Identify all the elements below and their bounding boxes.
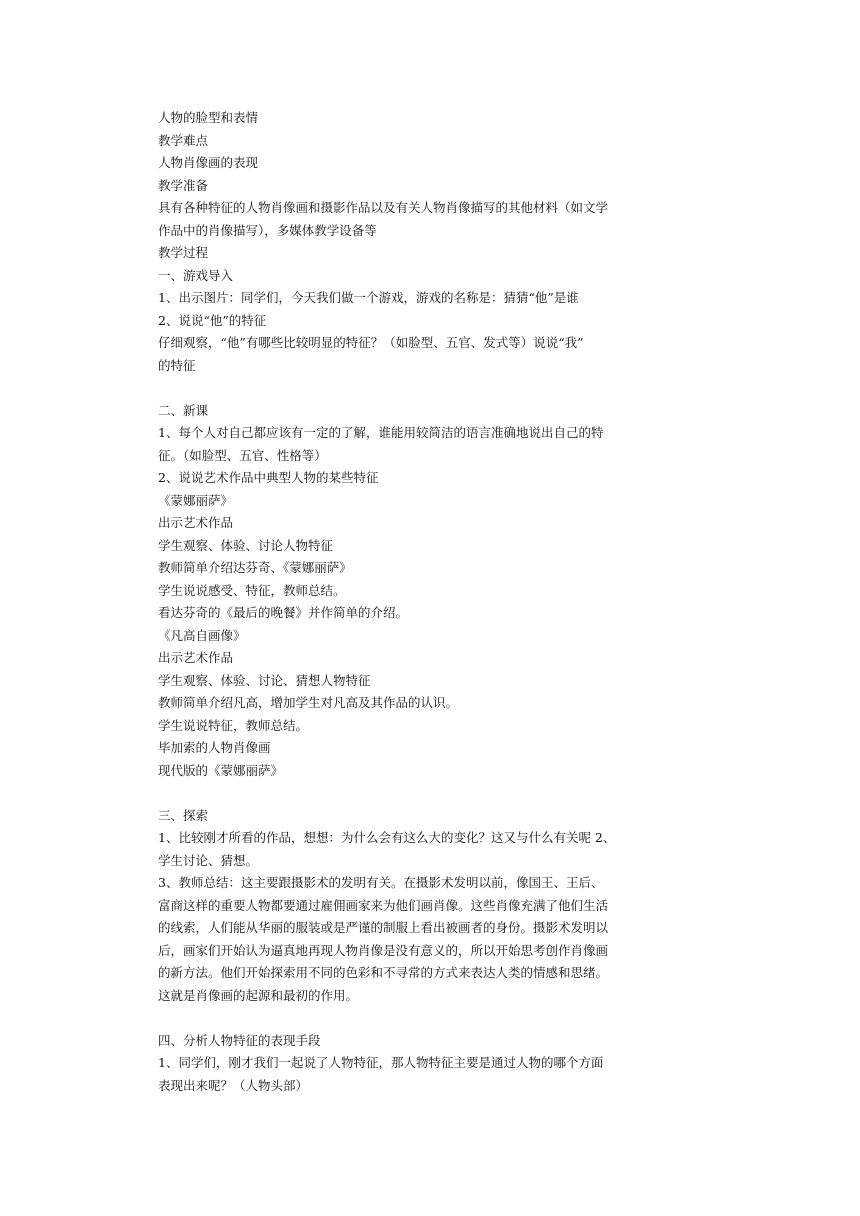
text-line: 富商这样的重要人物都要通过雇佣画家来为他们画肖像。这些肖像充满了他们生活 xyxy=(158,897,609,913)
document-page xyxy=(158,107,638,1097)
text-line: 人物肖像画的表现 xyxy=(158,155,259,170)
blank-line xyxy=(158,1007,638,1030)
text-line: 学生观察、体验、讨论、猜想人物特征 xyxy=(158,672,371,688)
text-line: 人物的脸型和表情 xyxy=(158,110,259,125)
text-line: 学生观察、体验、讨论人物特征 xyxy=(158,537,334,553)
text-line: 1、比较刚才所看的作品，想想：为什么会有这么大的变化？这又与什么有关呢 2、 xyxy=(158,830,616,845)
section-heading: 教学准备 xyxy=(158,177,209,193)
text-line: 教师简单介绍凡高，增加学生对凡高及其作品的认识。 xyxy=(158,695,459,710)
text-line: 作品中的肖像描写），多媒体教学设备等 xyxy=(158,222,377,238)
artwork-title: 《凡高自画像》 xyxy=(158,627,246,643)
section-heading: 四、分析人物特征的表现手段 xyxy=(158,1032,321,1048)
text-line: 征。（如脸型、五官、性格等） xyxy=(158,447,327,463)
text-line: 现代版的《蒙娜丽萨》 xyxy=(158,762,284,778)
text-line: 仔细观察，“他”有哪些比较明显的特征？（如脸型、五官、发式等）说说“我” xyxy=(158,335,584,350)
section-heading: 教学难点 xyxy=(158,132,209,148)
text-line: 出示艺术作品 xyxy=(158,650,234,665)
text-line: 1、同学们，刚才我们一起说了人物特征，那人物特征主要是通过人物的哪个方面 xyxy=(158,1055,604,1070)
text-line: 这就是肖像画的起源和最初的作用。 xyxy=(158,987,359,1003)
text-line: 后，画家们开始认为逼真地再现人物肖像是没有意义的，所以开始思考创作肖像画 xyxy=(158,942,609,958)
blank-line xyxy=(158,377,638,400)
text-line: 出示艺术作品 xyxy=(158,515,234,530)
section-heading: 教学过程 xyxy=(158,245,209,260)
text-line: 表现出来呢？（人物头部） xyxy=(158,1077,309,1093)
text-line: 2、说说艺术作品中典型人物的某些特征 xyxy=(158,470,379,485)
section-heading: 一、游戏导入 xyxy=(158,267,234,283)
text-line: 1、每个人对自己都应该有一定的了解，谁能用较简洁的语言准确地说出自己的特 xyxy=(158,425,604,440)
section-heading: 二、新课 xyxy=(158,402,209,418)
text-line: 学生说说感受、特征，教师总结。 xyxy=(158,582,346,598)
text-line: 的新方法。他们开始探索用不同的色彩和不寻常的方式来表达人类的情感和思绪。 xyxy=(158,965,609,980)
text-line: 1、出示图片：同学们，今天我们做一个游戏，游戏的名称是：猜猜“他”是谁 xyxy=(158,290,579,305)
text-line: 的线索，人们能从华丽的服装或是严谨的制服上看出被画者的身份。摄影术发明以 xyxy=(158,920,609,935)
artwork-title: 《蒙娜丽萨》 xyxy=(158,492,234,508)
text-line: 看达芬奇的《最后的晚餐》并作简单的介绍。 xyxy=(158,605,409,620)
blank-line xyxy=(158,782,638,805)
text-line: 教师简单介绍达芬奇、《蒙娜丽萨》 xyxy=(158,560,352,575)
text-line: 学生讨论、猜想。 xyxy=(158,852,259,868)
text-line: 2、说说“他”的特征 xyxy=(158,312,267,328)
section-heading: 三、探索 xyxy=(158,807,209,823)
text-line: 具有各种特征的人物肖像画和摄影作品以及有关人物肖像描写的其他材料（如文学 xyxy=(158,200,609,215)
text-line: 3、教师总结：这主要跟摄影术的发明有关。在摄影术发明以前，像国王、王后、 xyxy=(158,875,604,890)
text-line: 学生说说特征，教师总结。 xyxy=(158,717,309,733)
text-line: 毕加索的人物肖像画 xyxy=(158,740,271,755)
text-line: 的特征 xyxy=(158,357,196,373)
